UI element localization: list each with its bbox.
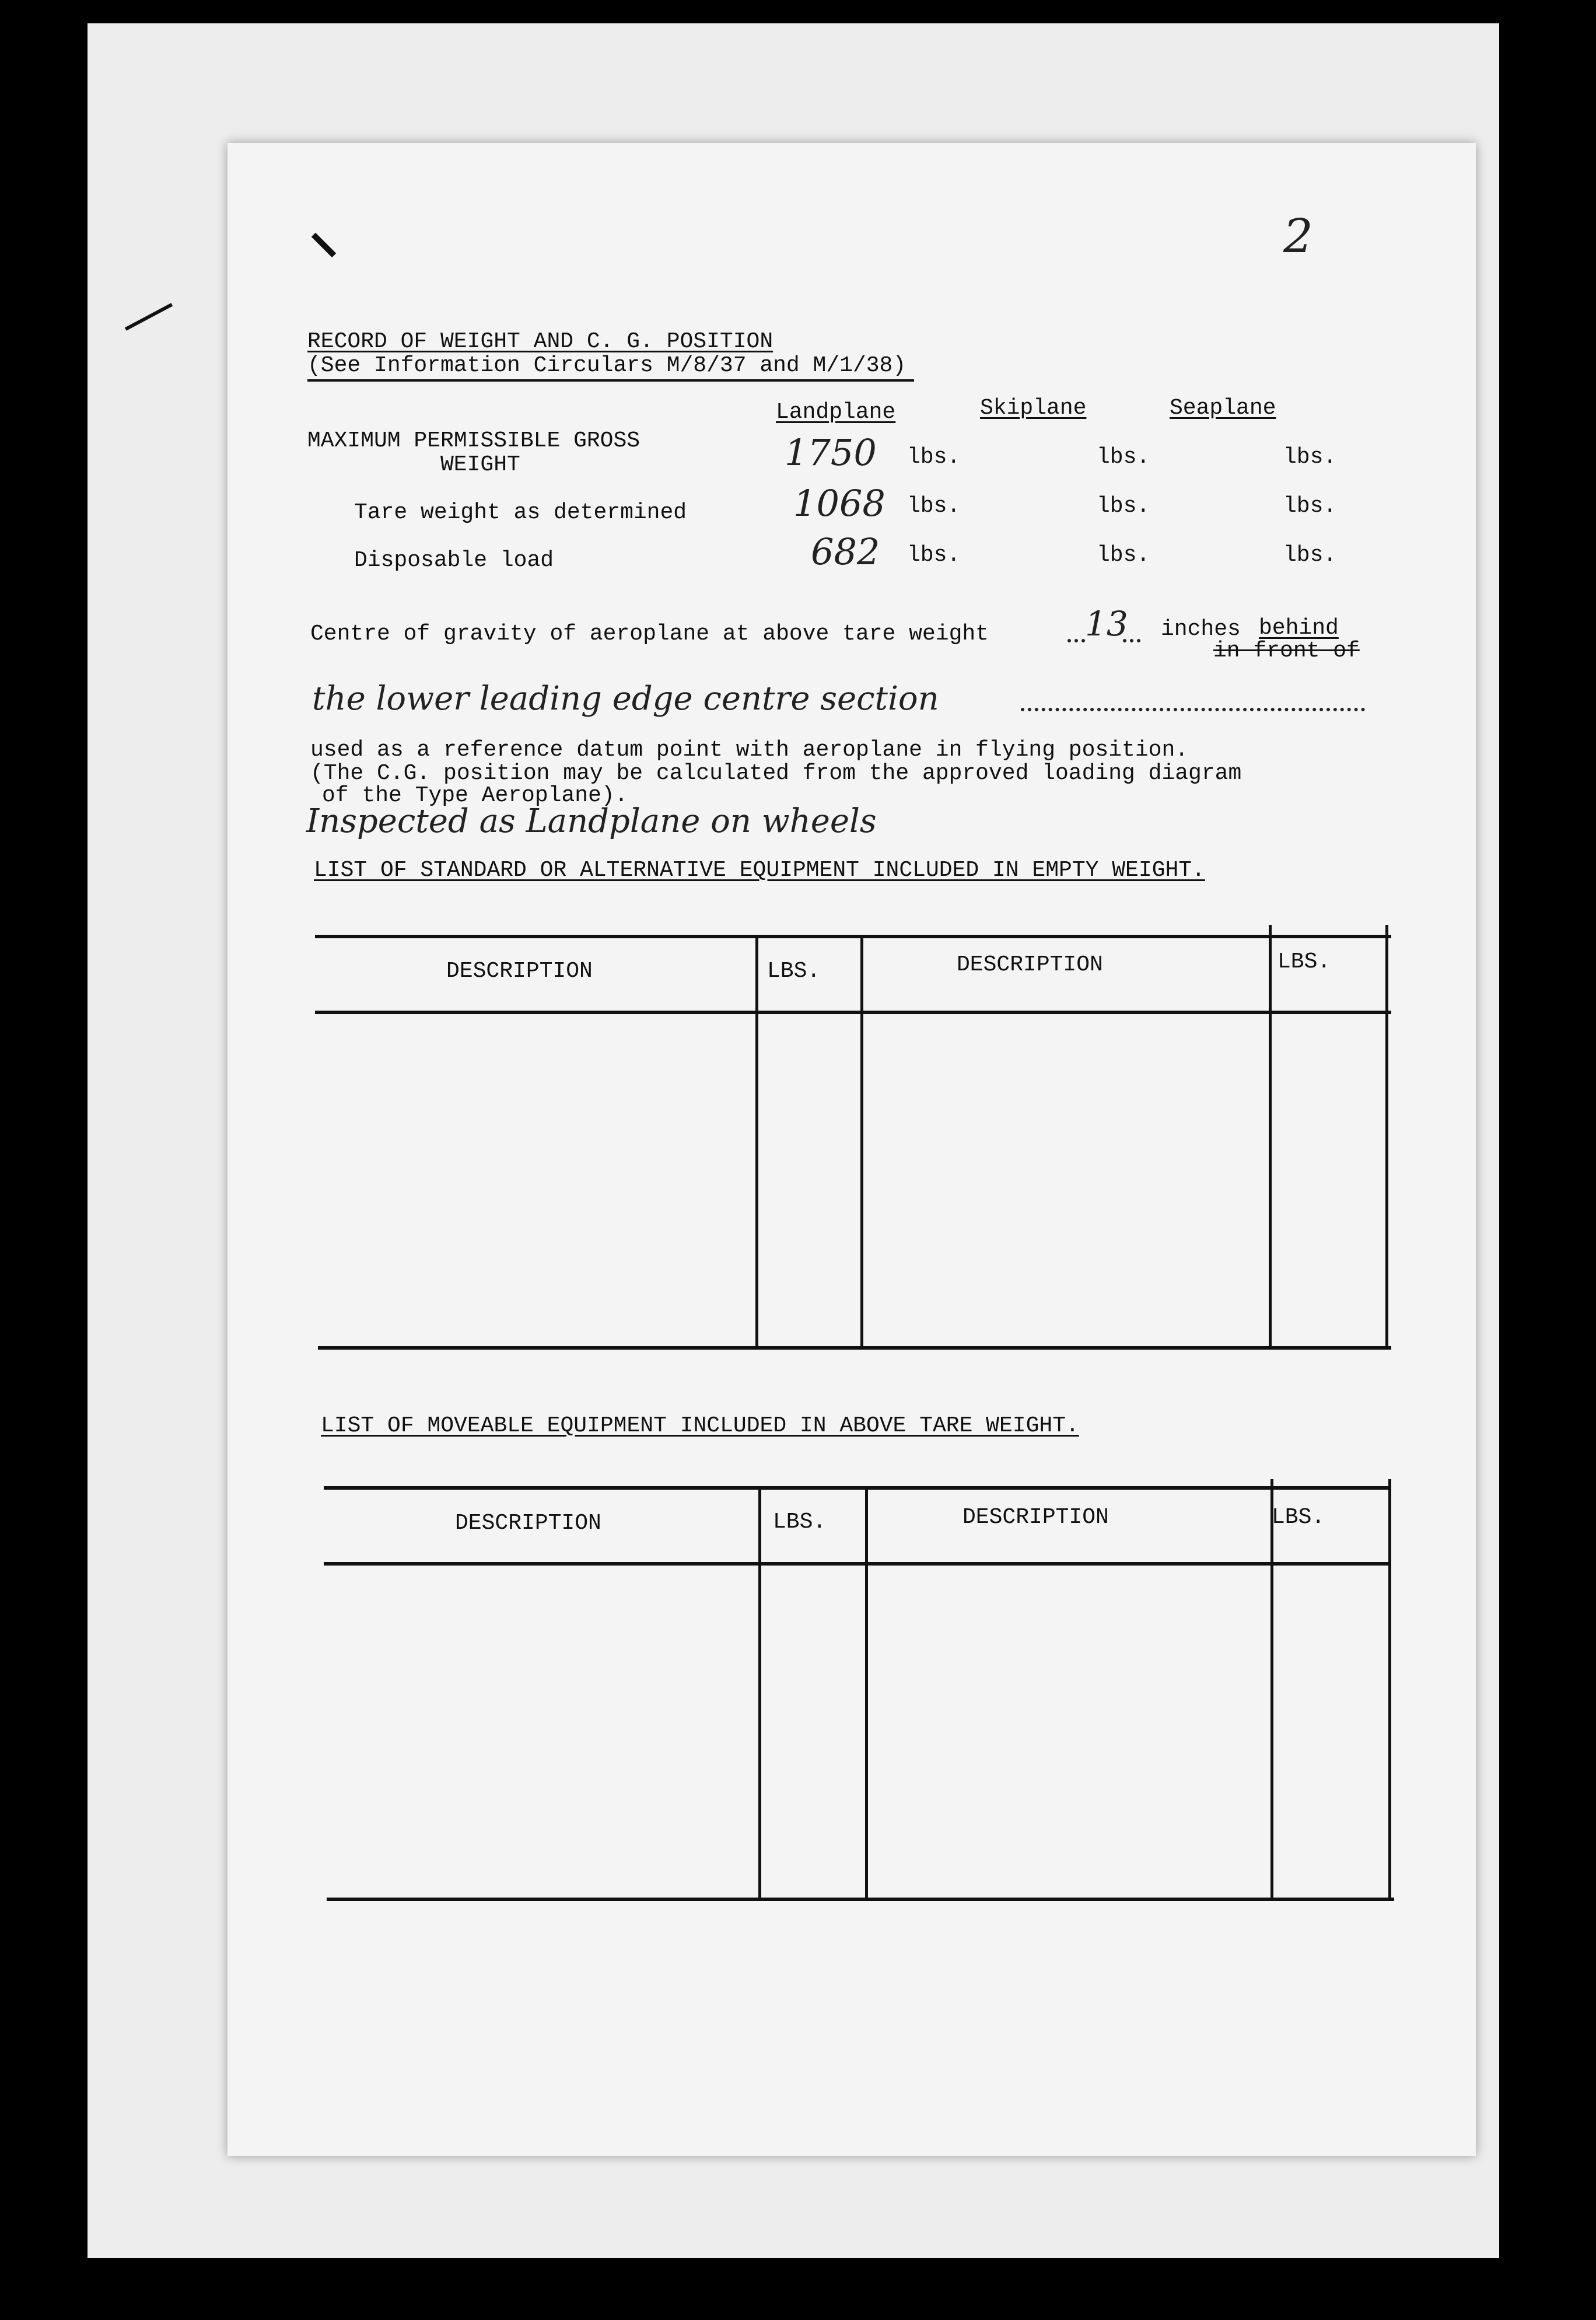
cg-inches: inches [1161,617,1241,642]
cg-value: 13 [1085,604,1128,644]
table-col-divider [755,935,758,1348]
table-header-lbs: LBS. [767,959,821,984]
disposable-label: Disposable load [354,548,554,573]
tare-label: Tare weight as determined [354,500,687,525]
gross-label-line2: WEIGHT [440,452,520,477]
table-bottom-rule [318,1346,1391,1350]
tare-seaplane-unit: lbs. [1283,494,1337,519]
column-landplane: Landplane [776,400,896,425]
form-title: RECORD OF WEIGHT AND C. G. POSITION [307,329,774,354]
gross-label-line1: MAXIMUM PERMISSIBLE GROSS [307,428,640,453]
tare-skiplane-unit: lbs. [1097,494,1150,519]
table-header-rule [324,1562,1391,1566]
table-top-rule [315,935,1391,938]
tare-landplane-value: 1068 [793,482,886,525]
table-col-divider [865,1486,868,1899]
table-header-description: DESCRIPTION [957,952,1103,977]
table-top-rule [324,1486,1391,1490]
cg-option-behind: behind [1259,616,1339,641]
column-seaplane: Seaplane [1170,396,1276,421]
gross-landplane-value: 1750 [785,431,877,474]
cg-line3: of the Type Aeroplane). [322,783,628,808]
table-header-description: DESCRIPTION [455,1511,601,1536]
table-header-description: DESCRIPTION [963,1505,1109,1530]
document-sheet [228,143,1476,2156]
datum-leader-dots [1021,708,1365,711]
table-header-rule [315,1011,1391,1014]
gross-landplane-unit: lbs. [907,445,961,470]
table-col-divider [1270,1479,1273,1899]
table-col-divider [758,1486,761,1899]
cg-text: Centre of gravity of aeroplane at above tare weight [310,621,989,647]
corner-mark: 2 [1283,209,1313,263]
inspection-note: Inspected as Landplane on wheels [306,802,877,840]
tare-landplane-unit: lbs. [907,494,961,519]
form-subtitle: (See Information Circulars M/8/37 and M/1/38) [307,353,907,378]
disposable-seaplane-unit: lbs. [1283,543,1337,568]
table-header-lbs: LBS. [1272,1505,1325,1530]
table-header-lbs: LBS. [1278,949,1331,974]
cg-value-leader [1068,639,1085,642]
standard-equipment-title: LIST OF STANDARD OR ALTERNATIVE EQUIPMENT INCLUDED IN EMPTY WEIGHT. [314,858,1205,883]
subtitle-underline [307,379,914,382]
cg-value-leader [1123,639,1140,642]
column-skiplane: Skiplane [980,396,1087,421]
cg-line2: (The C.G. position may be calculated from the approved loading diagram [310,761,1242,786]
cg-line1: used as a reference datum point with aeroplane in flying position. [310,738,1189,763]
disposable-landplane-unit: lbs. [907,543,961,568]
table-col-divider [860,935,863,1348]
table-header-lbs: LBS. [773,1510,827,1535]
disposable-landplane-value: 682 [811,530,880,573]
datum-handwritten: the lower leading edge centre section [312,680,939,718]
table-col-divider [1388,1479,1391,1899]
table-bottom-rule [327,1898,1394,1901]
stray-mark [312,233,336,257]
table-col-divider [1269,925,1272,1348]
table-col-divider [1385,925,1388,1348]
gross-skiplane-unit: lbs. [1097,445,1150,470]
table-header-description: DESCRIPTION [446,959,593,984]
moveable-equipment-title: LIST OF MOVEABLE EQUIPMENT INCLUDED IN ABOVE TARE WEIGHT. [321,1413,1079,1438]
gross-seaplane-unit: lbs. [1283,445,1337,470]
cg-option-in-front: in front of [1213,638,1360,663]
disposable-skiplane-unit: lbs. [1097,543,1150,568]
